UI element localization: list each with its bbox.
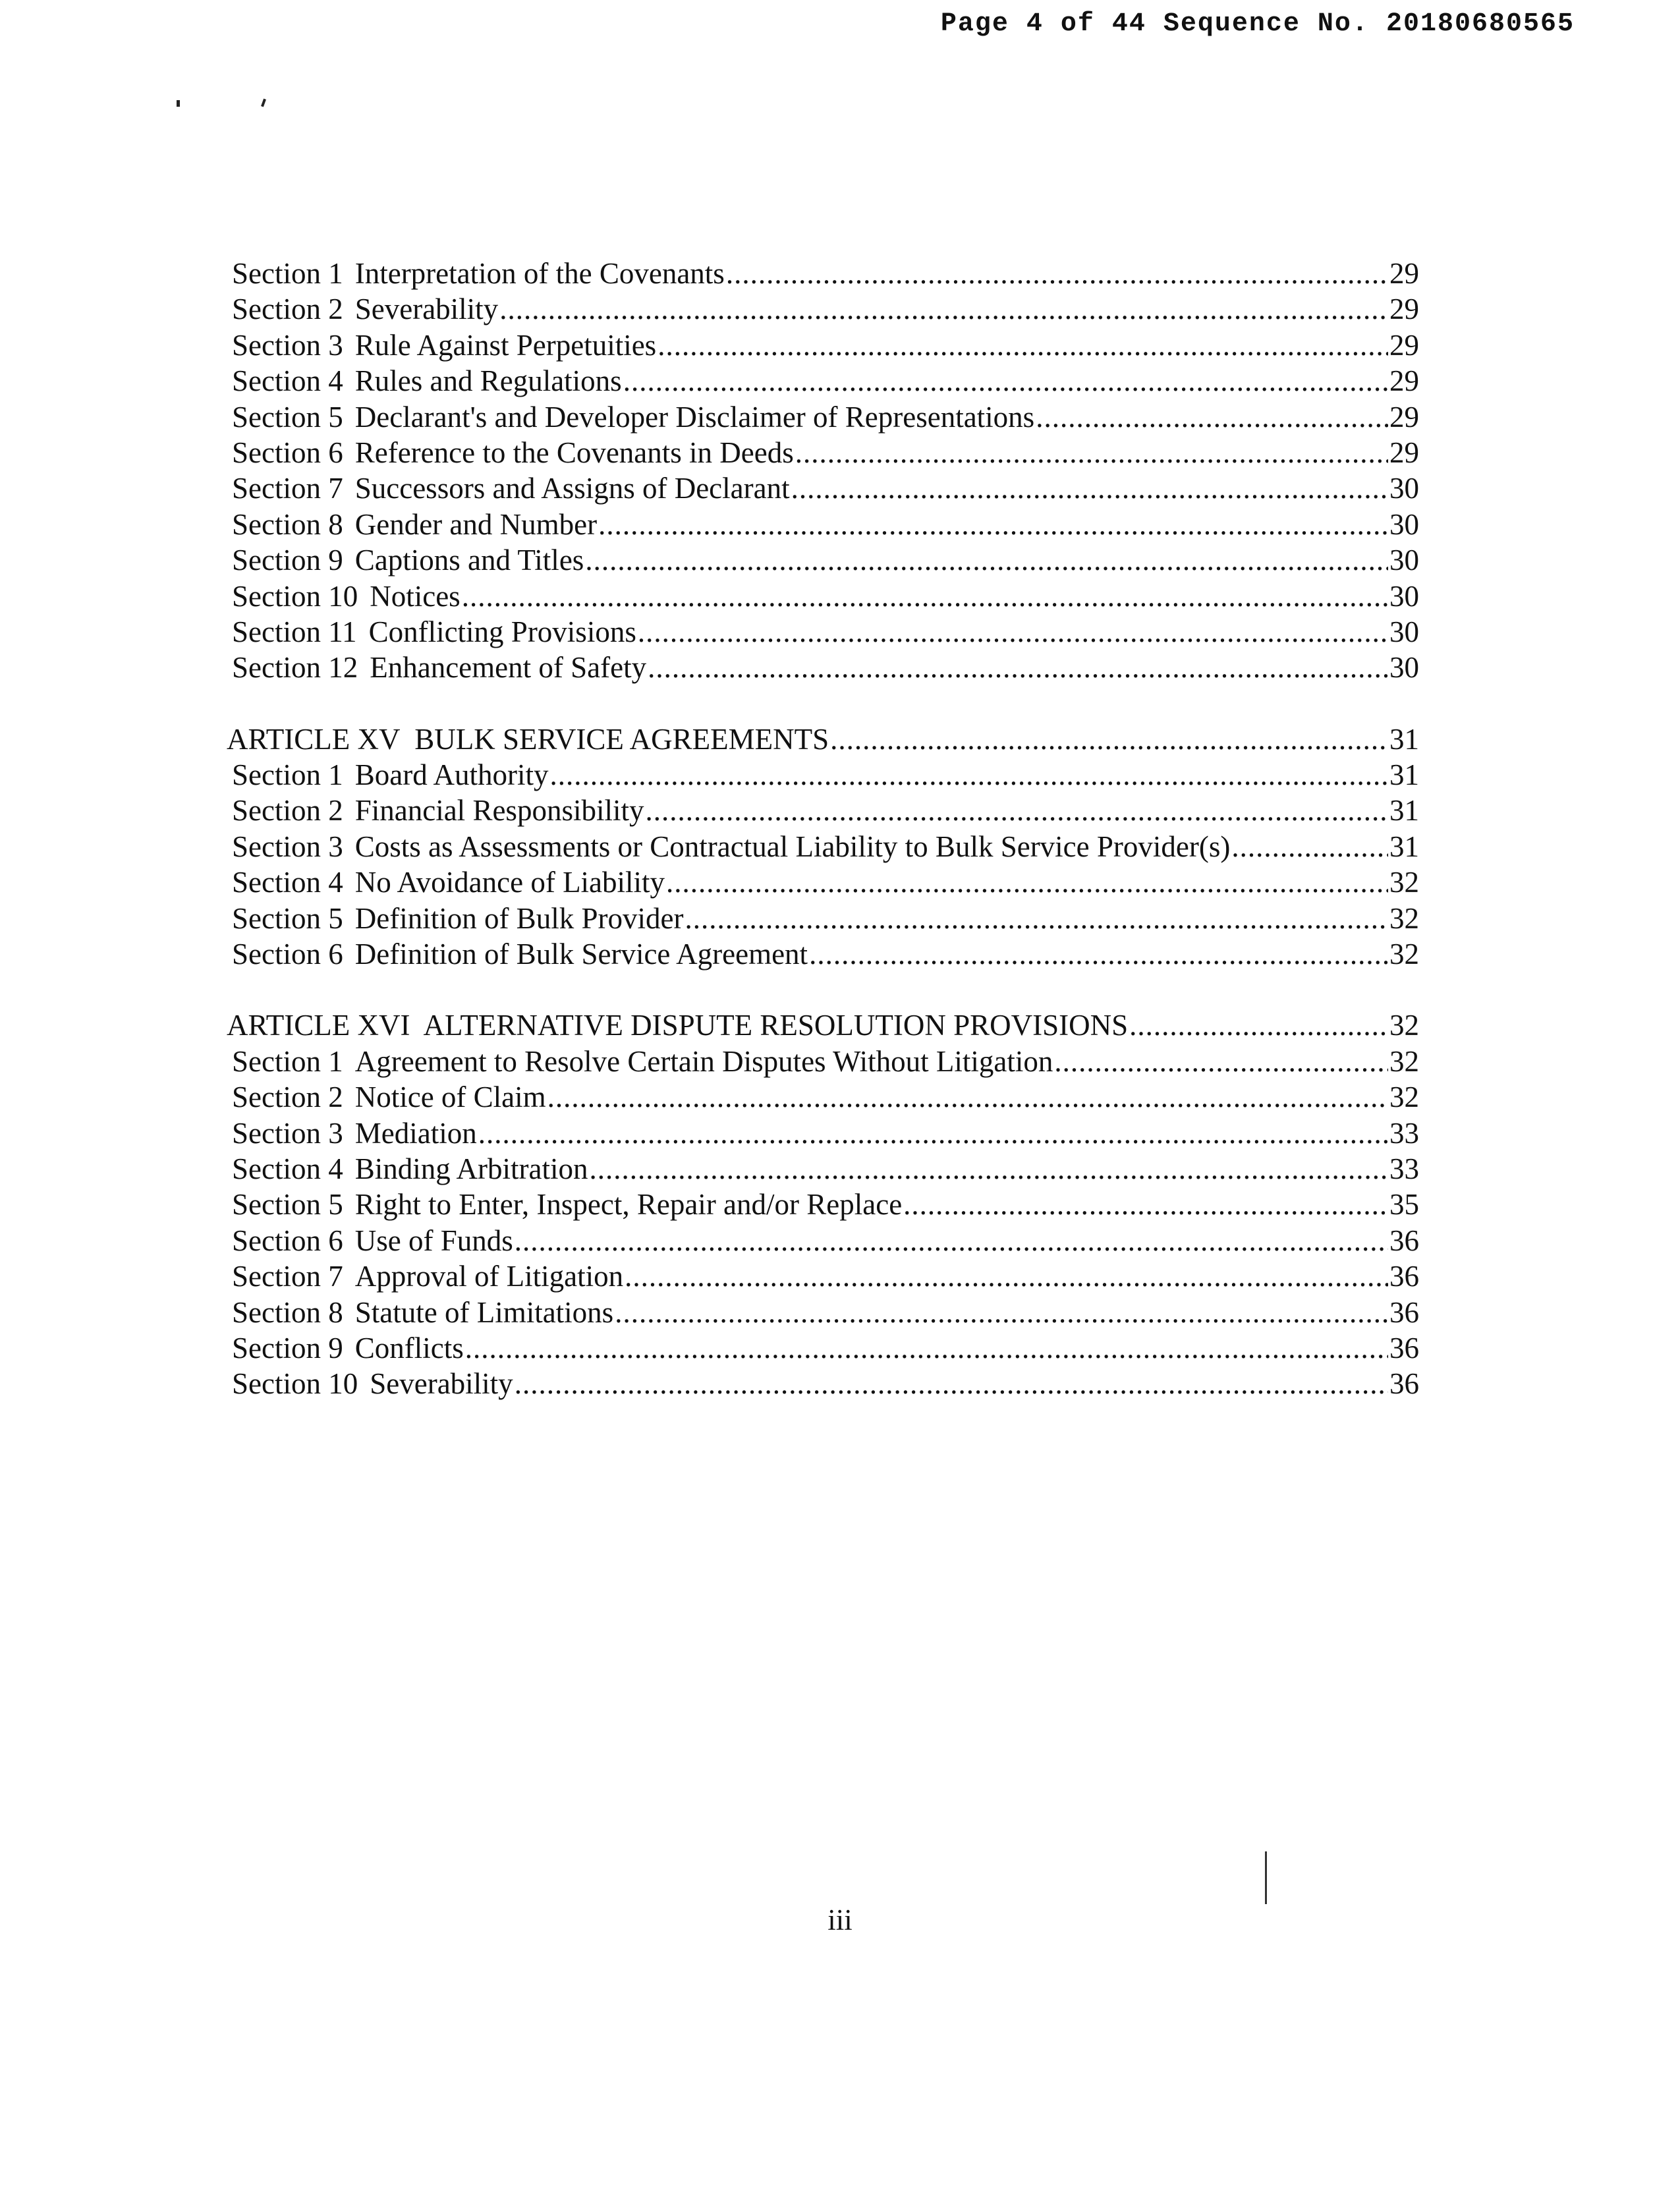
scan-artifact-mark [177,100,180,107]
revision-bar [1265,1851,1267,1904]
section-label: Section 5 [232,901,343,935]
toc-group [227,1007,1419,1401]
section-page-number: 29 [1389,364,1419,398]
toc-entry [232,650,1419,685]
toc-entry [232,793,1419,828]
section-label: Section 10 [232,1367,358,1401]
page-sequence-stamp: Page 4 of 44 Sequence No. 20180680565 [940,9,1575,39]
section-label: Section 9 [232,1331,343,1365]
toc-group [227,721,1419,972]
section-title: Notice of Claim [354,1081,546,1114]
section-page-number: 29 [1389,400,1419,434]
section-title: Severability [354,293,499,326]
toc-entry [232,936,1419,972]
toc-entry [232,1044,1419,1079]
dot-leader [1231,829,1388,864]
section-title: Gender and Number [354,507,598,541]
toc-entry [232,470,1419,506]
toc-entry [232,1079,1419,1115]
section-page-number: 36 [1389,1260,1419,1293]
dot-leader [515,1223,1388,1258]
toc-group [232,256,1419,686]
section-title: Mediation [354,1116,477,1150]
section-label: Section 4 [232,1152,343,1185]
dot-leader [625,1258,1388,1294]
section-page-number: 29 [1389,328,1419,362]
toc-entry [232,291,1419,327]
section-label: Section 11 [232,615,357,648]
section-page-number: 32 [1389,1044,1419,1078]
section-title: Severability [370,1367,513,1401]
dot-leader [478,1115,1388,1151]
section-title: Notices [370,579,461,613]
section-page-number: 32 [1389,938,1419,971]
section-label: Section 5 [232,400,343,434]
section-label: Section 1 [232,1044,343,1078]
dot-leader [465,1330,1388,1366]
section-page-number: 30 [1389,472,1419,505]
dot-leader [547,1079,1388,1115]
section-title: Definition of Bulk Service Agreement [354,938,808,971]
dot-leader [515,1366,1388,1401]
dot-leader [638,614,1388,650]
section-label: Section 4 [232,866,343,899]
toc-entry [232,757,1419,793]
section-title: Conflicts [354,1331,464,1365]
toc-entry [232,256,1419,291]
dot-leader [648,650,1388,685]
dot-leader [795,435,1388,470]
dot-leader [462,578,1388,614]
dot-leader [809,936,1388,972]
toc-entry [232,614,1419,650]
section-title: Enhancement of Safety [370,651,647,685]
section-label: Section 6 [232,938,343,971]
section-page-number: 35 [1389,1188,1419,1222]
section-label: Section 1 [232,257,343,290]
toc-entry [232,1115,1419,1151]
section-page-number: 29 [1389,293,1419,326]
section-title: No Avoidance of Liability [354,866,665,899]
section-page-number: 36 [1389,1295,1419,1329]
section-title: Right to Enter, Inspect, Repair and/or Replace [354,1188,903,1222]
dot-leader [1036,399,1388,435]
dot-leader [658,327,1388,363]
section-title: Approval of Litigation [354,1260,624,1293]
section-label: Section 1 [232,758,343,792]
section-title: Rule Against Perpetuities [354,328,657,362]
toc-entry [232,507,1419,542]
section-page-number: 30 [1389,507,1419,541]
toc-entry [232,1295,1419,1330]
toc-entry [232,363,1419,399]
toc-entry [232,435,1419,470]
article-title: ARTICLE XV BULK SERVICE AGREEMENTS [227,722,829,756]
toc-article-heading [227,721,1419,757]
section-title: Statute of Limitations [354,1295,614,1329]
toc-entry [232,399,1419,435]
dot-leader [499,291,1388,327]
section-label: Section 2 [232,293,343,326]
section-page-number: 30 [1389,615,1419,648]
toc-entry [232,1223,1419,1258]
section-page-number: 29 [1389,257,1419,290]
dot-leader [549,757,1388,793]
dot-leader [903,1187,1388,1222]
toc-entry [232,1151,1419,1187]
section-title: Definition of Bulk Provider [354,901,684,935]
dot-leader [685,901,1388,936]
section-page-number: 30 [1389,651,1419,685]
section-label: Section 2 [232,1081,343,1114]
dot-leader [726,256,1388,291]
section-title: Use of Funds [354,1224,513,1257]
section-label: Section 3 [232,328,343,362]
section-label: Section 3 [232,830,343,863]
section-title: Board Authority [354,758,549,792]
section-page-number: 32 [1389,901,1419,935]
table-of-contents [227,256,1419,1402]
section-page-number: 32 [1389,866,1419,899]
section-title: Binding Arbitration [354,1152,588,1185]
section-page-number: 32 [1389,1081,1419,1114]
dot-leader [645,793,1388,828]
section-label: Section 6 [232,436,343,469]
section-label: Section 3 [232,1116,343,1150]
toc-entry [232,829,1419,864]
dot-leader [589,1151,1388,1187]
toc-entry [232,542,1419,578]
article-page-number: 31 [1389,722,1419,756]
section-label: Section 8 [232,507,343,541]
toc-entry [232,1258,1419,1294]
dot-leader [623,363,1388,399]
section-title: Captions and Titles [354,544,584,577]
toc-entry [232,901,1419,936]
dot-leader [615,1295,1388,1330]
dot-leader [598,507,1388,542]
section-title: Financial Responsibility [354,794,644,828]
toc-article-heading [227,1007,1419,1043]
section-page-number: 33 [1389,1152,1419,1185]
section-page-number: 31 [1389,794,1419,828]
section-label: Section 9 [232,544,343,577]
scan-artifact-mark [261,99,266,107]
section-title: Rules and Regulations [354,364,622,398]
toc-entry [232,578,1419,614]
dot-leader [666,864,1388,900]
section-label: Section 12 [232,651,358,685]
section-title: Reference to the Covenants in Deeds [354,436,794,469]
section-title: Costs as Assessments or Contractual Liability to Bulk Service Provider(s) [354,830,1231,863]
section-label: Section 6 [232,1224,343,1257]
dot-leader [585,542,1388,578]
toc-entry [232,864,1419,900]
section-label: Section 2 [232,794,343,828]
section-page-number: 36 [1389,1331,1419,1365]
section-label: Section 7 [232,1260,343,1293]
toc-entry [232,327,1419,363]
page-number: iii [827,1903,853,1936]
toc-entry [232,1187,1419,1222]
dot-leader [791,470,1388,506]
article-title: ARTICLE XVI ALTERNATIVE DISPUTE RESOLUTION PROVISIONS [227,1009,1129,1042]
dot-leader [1054,1044,1388,1079]
section-title: Interpretation of the Covenants [354,257,725,290]
section-title: Conflicting Provisions [368,615,636,648]
section-title: Agreement to Resolve Certain Disputes Without Litigation [354,1044,1053,1078]
section-page-number: 36 [1389,1224,1419,1257]
dot-leader [830,721,1388,757]
dot-leader [1129,1007,1388,1043]
section-page-number: 31 [1389,758,1419,792]
article-page-number: 32 [1389,1009,1419,1042]
section-title: Declarant's and Developer Disclaimer of Representations [354,400,1035,434]
section-label: Section 5 [232,1188,343,1222]
toc-entry [232,1366,1419,1401]
section-page-number: 30 [1389,579,1419,613]
section-label: Section 4 [232,364,343,398]
section-page-number: 33 [1389,1116,1419,1150]
section-page-number: 30 [1389,544,1419,577]
section-page-number: 36 [1389,1367,1419,1401]
section-title: Successors and Assigns of Declarant [354,472,790,505]
section-label: Section 8 [232,1295,343,1329]
section-page-number: 29 [1389,436,1419,469]
section-label: Section 10 [232,579,358,613]
toc-entry [232,1330,1419,1366]
section-label: Section 7 [232,472,343,505]
section-page-number: 31 [1389,830,1419,863]
